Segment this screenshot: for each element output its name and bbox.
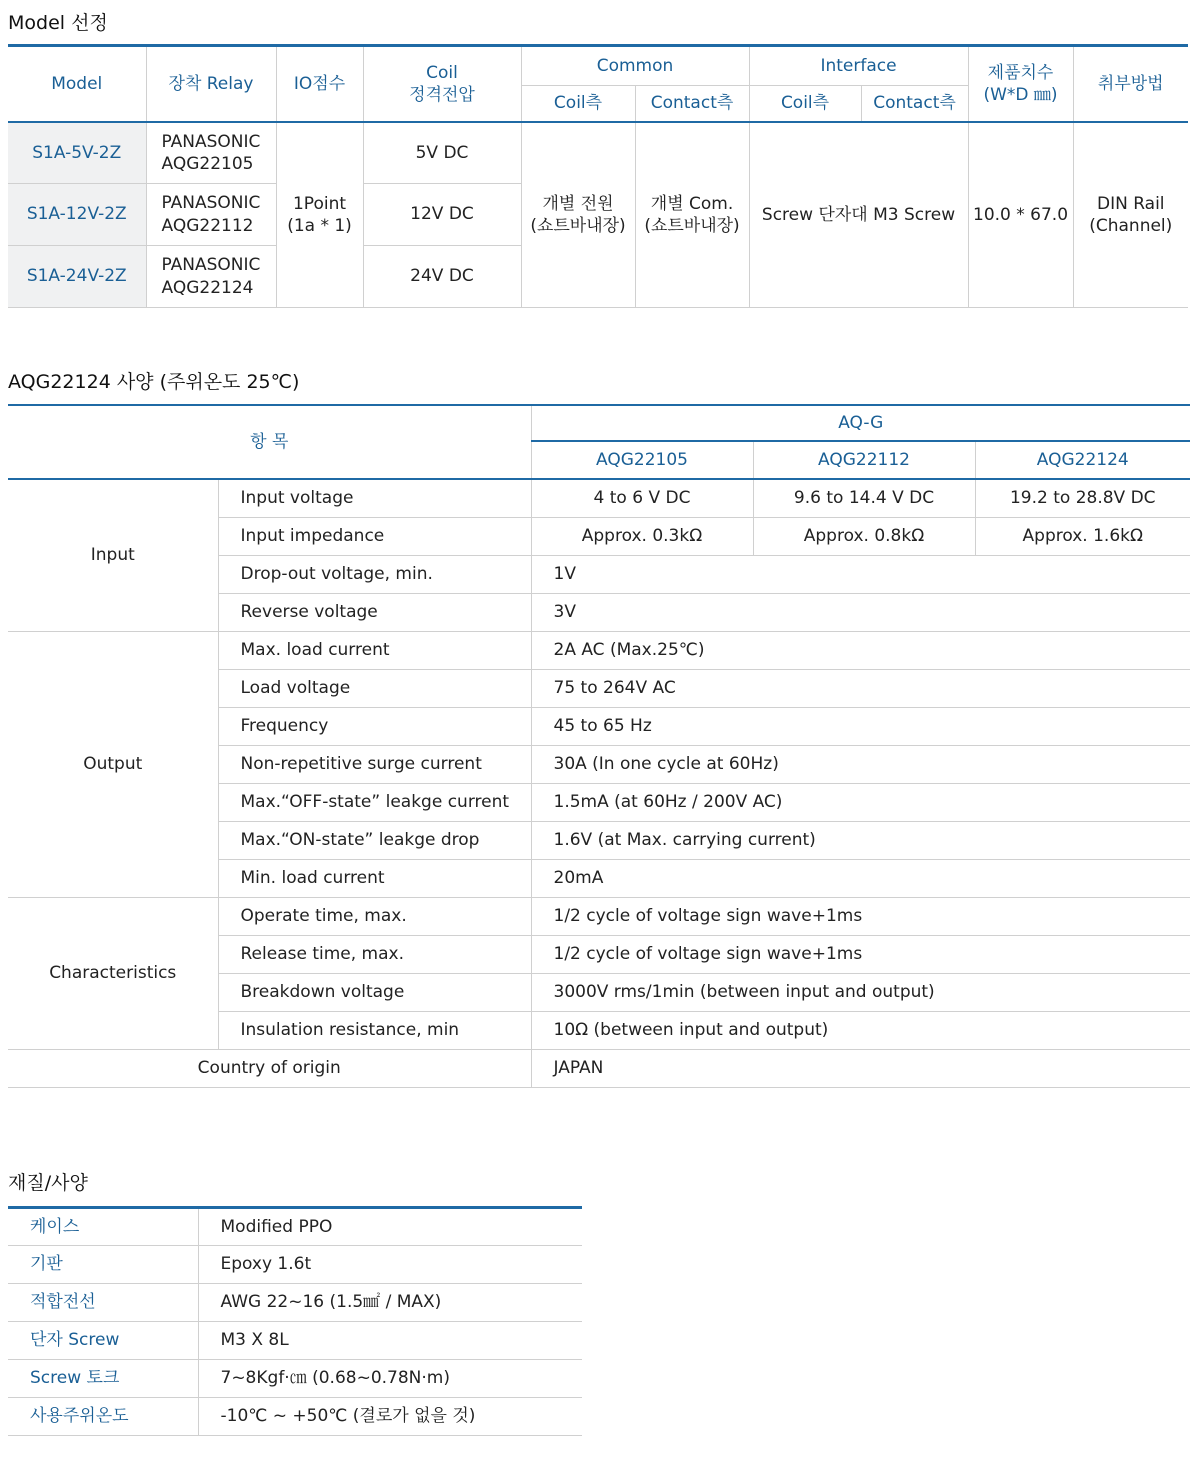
material-table [8,1206,582,1436]
group-output: Output [8,631,218,897]
header-dims-line1: 제품치수 [987,62,1054,83]
origin-value: JAPAN [531,1049,1190,1087]
common-coil-value [521,122,635,308]
spec-item: Load voltage [218,669,531,707]
spec-value: 3000V rms/1min (between input and output) [531,973,1190,1011]
model-selection-table [8,44,1188,308]
relay-part: AQG22124 [161,277,254,298]
spec-value: Approx. 0.8kΩ [753,517,975,555]
spec-value: 45 to 65 Hz [531,707,1190,745]
table-row [8,479,1190,517]
spec-item: Input voltage [218,479,531,517]
io-line1: 1Point [292,193,347,214]
header-common-contact: Contact측 [635,86,749,122]
material-value: Modified PPO [198,1208,582,1246]
spec-item: Input impedance [218,517,531,555]
spec-item: Max.“ON-state” leakge drop [218,821,531,859]
model-section-title: Model 선정 [8,12,108,34]
table-row [8,1398,582,1436]
header-model-aqg22124: AQG22124 [975,441,1190,479]
material-key: 사용주위온도 [8,1398,198,1436]
io-line2: (1a * 1) [287,215,352,236]
spec-value: 1/2 cycle of voltage sign wave+1ms [531,897,1190,935]
spec-value: Approx. 0.3kΩ [531,517,753,555]
spec-value: 3V [531,593,1190,631]
table-row [8,1246,582,1284]
table-row [8,1284,582,1322]
table-row [8,1208,582,1246]
header-common-coil: Coil측 [521,86,635,122]
spec-value: 1V [531,555,1190,593]
coil-voltage: 24V DC [363,246,521,308]
header-coil-voltage [363,46,521,122]
model-name: S1A-24V-2Z [8,246,146,308]
material-section-title: 재질/사양 [8,1172,88,1194]
spec-value: 30A (In one cycle at 60Hz) [531,745,1190,783]
header-interface-coil: Coil측 [749,86,861,122]
table-row [8,1360,582,1398]
spec-value: 19.2 to 28.8V DC [975,479,1190,517]
spec-item: Max. load current [218,631,531,669]
mount-line2: (Channel) [1089,215,1173,236]
interface-value: Screw 단자대 M3 Screw [749,122,968,308]
material-key: 적합전선 [8,1284,198,1322]
spec-value: 1.5mA (at 60Hz / 200V AC) [531,783,1190,821]
model-name: S1A-12V-2Z [8,184,146,246]
relay-brand: PANASONIC [161,131,261,152]
table-row [8,1322,582,1360]
header-aqg: AQ-G [531,405,1190,441]
material-key: Screw 토크 [8,1360,198,1398]
relay-brand: PANASONIC [161,193,261,214]
origin-label: Country of origin [8,1049,531,1087]
relay-name [146,246,276,308]
common-coil-line2: (쇼트바내장) [530,215,626,236]
common-contact-line2: (쇼트바내장) [644,215,740,236]
material-key: 단자 Screw [8,1322,198,1360]
spec-item: Breakdown voltage [218,973,531,1011]
table-row [8,122,1188,184]
header-coil-line1: Coil [426,62,458,83]
spec-item: Release time, max. [218,935,531,973]
spec-item: Max.“OFF-state” leakge current [218,783,531,821]
header-model-aqg22105: AQG22105 [531,441,753,479]
header-model-aqg22112: AQG22112 [753,441,975,479]
spec-item: Drop-out voltage, min. [218,555,531,593]
spec-item: Non-repetitive surge current [218,745,531,783]
spec-value: 20mA [531,859,1190,897]
spec-item: Frequency [218,707,531,745]
spec-value: 75 to 264V AC [531,669,1190,707]
common-contact-value [635,122,749,308]
header-dimensions [968,46,1073,122]
spec-value: 4 to 6 V DC [531,479,753,517]
material-key: 기판 [8,1246,198,1284]
header-item: 항 목 [8,405,531,479]
material-value: M3 X 8L [198,1322,582,1360]
model-name: S1A-5V-2Z [8,122,146,184]
header-dims-line2: (W*D ㎜) [983,84,1058,105]
relay-part: AQG22105 [161,153,254,174]
header-interface: Interface [749,46,968,86]
spec-value: 1/2 cycle of voltage sign wave+1ms [531,935,1190,973]
group-characteristics: Characteristics [8,897,218,1049]
relay-part: AQG22112 [161,215,254,236]
common-coil-line1: 개별 전원 [542,193,614,214]
relay-brand: PANASONIC [161,255,261,276]
spec-item: Operate time, max. [218,897,531,935]
spec-value: 10Ω (between input and output) [531,1011,1190,1049]
dimensions-value: 10.0 * 67.0 [968,122,1073,308]
header-relay: 장착 Relay [146,46,276,122]
material-value: 7~8Kgf·㎝ (0.68~0.78N·m) [198,1360,582,1398]
group-input: Input [8,479,218,631]
material-value: -10℃ ~ +50℃ (결로가 없을 것) [198,1398,582,1436]
coil-voltage: 12V DC [363,184,521,246]
common-contact-line1: 개별 Com. [650,193,734,214]
header-model: Model [8,46,146,122]
table-row [8,631,1190,669]
table-row [8,1049,1190,1087]
coil-voltage: 5V DC [363,122,521,184]
material-value: Epoxy 1.6t [198,1246,582,1284]
spec-value: 9.6 to 14.4 V DC [753,479,975,517]
material-key: 케이스 [8,1208,198,1246]
spec-value: Approx. 1.6kΩ [975,517,1190,555]
table-row [8,897,1190,935]
spec-table [8,404,1190,1088]
material-value: AWG 22~16 (1.5㎟ / MAX) [198,1284,582,1322]
header-mount: 취부방법 [1073,46,1188,122]
spec-item: Insulation resistance, min [218,1011,531,1049]
mount-line1: DIN Rail [1097,193,1165,214]
spec-item: Reverse voltage [218,593,531,631]
mount-value [1073,122,1188,308]
header-io: IO점수 [276,46,363,122]
header-interface-contact: Contact측 [861,86,968,122]
relay-name [146,184,276,246]
spec-item: Min. load current [218,859,531,897]
io-points [276,122,363,308]
header-common: Common [521,46,749,86]
spec-section-title: AQG22124 사양 (주위온도 25℃) [8,371,300,393]
relay-name [146,122,276,184]
header-coil-line2: 정격전압 [409,84,475,105]
spec-value: 1.6V (at Max. carrying current) [531,821,1190,859]
spec-value: 2A AC (Max.25℃) [531,631,1190,669]
